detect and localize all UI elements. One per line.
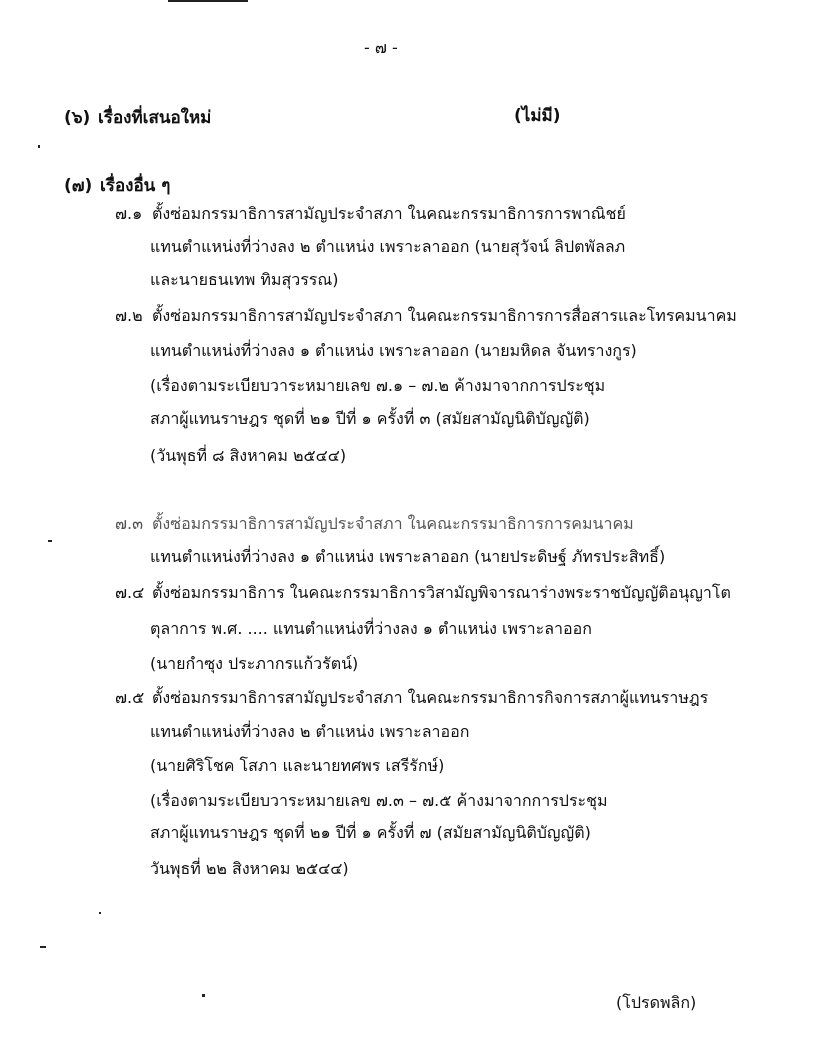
item-7-2-number: ๗.๒ bbox=[115, 306, 143, 325]
item-7-5-line-2: แทนตำแหน่งที่ว่างลง ๒ ตำแหน่ง เพราะลาออก bbox=[150, 722, 470, 741]
section-6-title: เรื่องที่เสนอใหม่ bbox=[98, 108, 212, 128]
item-7-2-line-1: ตั้งซ่อมกรรมาธิการสามัญประจำสภา ในคณะกรรมาธิการการสื่อสารและโทรคมนาคม bbox=[152, 306, 737, 325]
item-7-4-line-3: (นายกำซุง ประภากรแก้วรัตน์) bbox=[150, 654, 359, 673]
section-6-number: (๖) bbox=[64, 108, 91, 128]
section-6-status: (ไม่มี) bbox=[514, 106, 561, 126]
item-7-5-line-4: (เรื่องตามระเบียบวาระหมายเลข ๗.๓ – ๗.๕ ค้างมาจากการประชุม bbox=[150, 791, 608, 810]
item-7-5-line-6: วันพุธที่ ๒๒ สิงหาคม ๒๕๔๔) bbox=[150, 859, 349, 878]
scan-mark-dot-1 bbox=[99, 912, 101, 914]
item-7-1-number: ๗.๑ bbox=[115, 204, 143, 223]
section-7-title: เรื่องอื่น ๆ bbox=[100, 176, 171, 196]
page-number: - ๗ - bbox=[364, 38, 398, 57]
scan-mark-left-3 bbox=[40, 946, 46, 948]
item-7-3-number: ๗.๓ bbox=[115, 514, 144, 533]
item-7-2-line-3: (เรื่องตามระเบียบวาระหมายเลข ๗.๑ – ๗.๒ ค้างมาจากการประชุม bbox=[150, 376, 606, 395]
item-7-5-line-1: ตั้งซ่อมกรรมาธิการสามัญประจำสภา ในคณะกรรมาธิการกิจการสภาผู้แทนราษฎร bbox=[152, 688, 709, 707]
item-7-3-line-1: ตั้งซ่อมกรรมาธิการสามัญประจำสภา ในคณะกรรมาธิการการคมนาคม bbox=[152, 514, 634, 533]
scan-mark-left-1 bbox=[38, 145, 40, 148]
item-7-5-line-3: (นายศิริโชค โสภา และนายทศพร เสรีรักษ์) bbox=[150, 756, 445, 775]
footer-please-turn-over: (โปรดพลิก) bbox=[616, 993, 697, 1012]
item-7-2-line-2: แทนตำแหน่งที่ว่างลง ๑ ตำแหน่ง เพราะลาออก (นายมหิดล จันทรางกูร) bbox=[150, 341, 637, 360]
item-7-2-line-5: (วันพุธที่ ๘ สิงหาคม ๒๕๔๔) bbox=[150, 446, 347, 465]
section-7-number: (๗) bbox=[64, 176, 93, 196]
scan-mark-left-2 bbox=[48, 540, 52, 542]
item-7-1-line-1: ตั้งซ่อมกรรมาธิการสามัญประจำสภา ในคณะกรรมาธิการการพาณิชย์ bbox=[152, 204, 626, 223]
item-7-1-line-3: และนายธนเทพ ทิมสุวรรณ) bbox=[150, 270, 339, 289]
item-7-4-line-2: ตุลาการ พ.ศ. .... แทนตำแหน่งที่ว่างลง ๑ ตำแหน่ง เพราะลาออก bbox=[150, 619, 592, 638]
scan-mark-top bbox=[168, 0, 248, 2]
scan-mark-dot-2 bbox=[202, 994, 205, 997]
item-7-4-line-1: ตั้งซ่อมกรรมาธิการ ในคณะกรรมาธิการวิสามัญพิจารณาร่างพระราชบัญญัติอนุญาโต bbox=[152, 583, 731, 602]
item-7-5-line-5: สภาผู้แทนราษฎร ชุดที่ ๒๑ ปีที่ ๑ ครั้งที่ ๗ (สมัยสามัญนิติบัญญัติ) bbox=[150, 823, 591, 842]
item-7-2-line-4: สภาผู้แทนราษฎร ชุดที่ ๒๑ ปีที่ ๑ ครั้งที่ ๓ (สมัยสามัญนิติบัญญัติ) bbox=[150, 409, 590, 428]
item-7-5-number: ๗.๕ bbox=[115, 688, 145, 707]
item-7-1-line-2: แทนตำแหน่งที่ว่างลง ๒ ตำแหน่ง เพราะลาออก (นายสุวัจน์ ลิปตพัลลภ bbox=[150, 237, 626, 256]
item-7-4-number: ๗.๔ bbox=[115, 583, 145, 602]
item-7-3-line-2: แทนตำแหน่งที่ว่างลง ๑ ตำแหน่ง เพราะลาออก (นายประดิษฐ์ ภัทรประสิทธิ์) bbox=[150, 547, 666, 566]
